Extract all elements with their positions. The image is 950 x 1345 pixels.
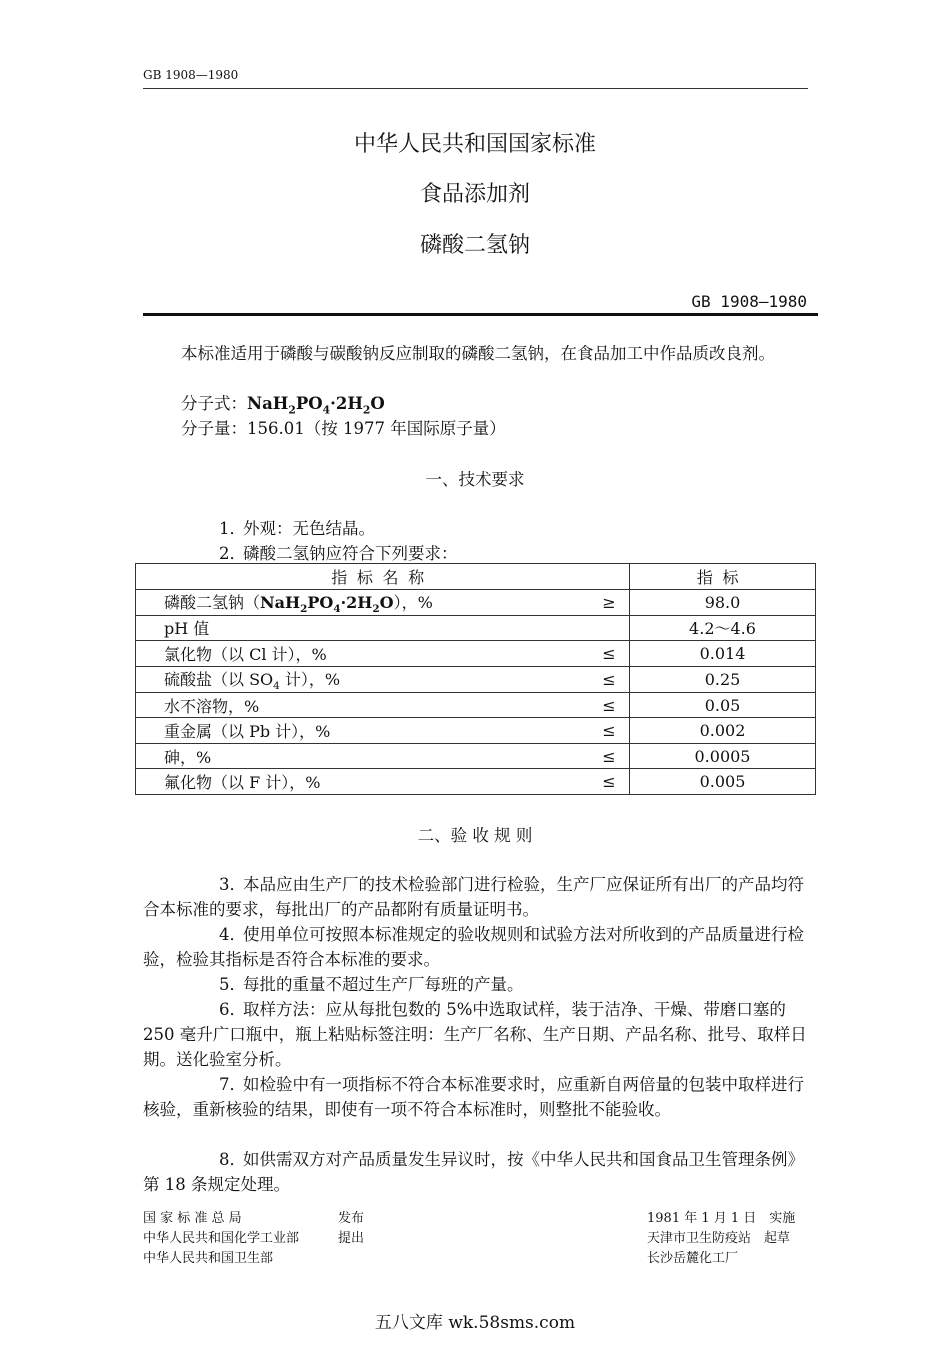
row-sign: ≤ [589, 743, 630, 769]
header-indicator-name: 指标名称 [136, 564, 630, 590]
issuer-org: 中华人民共和国卫生部 [143, 1251, 274, 1266]
clause-text: 使用单位可按照本标准规定的验收规则和试验方法对所收到的产品质量进行检验，检验其指标是否符合本标准的要求。 [143, 925, 804, 969]
site-watermark: 五八文库 wk.58sms.com [374, 1313, 576, 1333]
clause-text: 每批的重量不超过生产厂每班的产量。 [243, 975, 524, 994]
table-row [136, 589, 816, 615]
header-code: GB 1908—1980 [143, 68, 239, 82]
standard-number: GB 1908—1980 [691, 292, 807, 311]
clause-number: 1． [219, 519, 246, 538]
clause-1 [143, 516, 813, 541]
footer-implementation-row: 1981 年 1 月 1 日 实施 [647, 1211, 796, 1226]
row-sign: ≥ [589, 589, 630, 615]
row-name: 磷酸二氢钠$(NaH_2PO_4\cdot 2H_2O)$，% [136, 589, 590, 615]
row-value: 0.002 [630, 718, 816, 744]
footer-implementation-row: 天津市卫生防疫站 起草 [647, 1231, 791, 1246]
row-sign: ≤ [589, 718, 630, 744]
table-row [136, 769, 816, 795]
requirements-table [135, 563, 816, 795]
clause-8 [143, 1147, 813, 1197]
row-value: 0.25 [630, 666, 816, 692]
table-header-row [136, 564, 816, 590]
table-row [136, 692, 816, 718]
row-value: 0.005 [630, 769, 816, 795]
clause-3 [143, 872, 813, 922]
row-name: 砷，% [136, 743, 590, 769]
row-name: 水不溶物，% [136, 692, 590, 718]
clause-5 [143, 972, 813, 997]
issuer-org: 中华人民共和国化学工业部 [143, 1231, 300, 1246]
title-divider [143, 313, 818, 316]
clause-number: 5． [219, 975, 246, 994]
clause-text: 如供需双方对产品质量发生异议时，按《中华人民共和国食品卫生管理条例》第 18 条规定处理。 [143, 1150, 804, 1194]
header-indicator-value: 指标 [630, 564, 816, 590]
footer-issuer-row [143, 1249, 364, 1269]
row-value: 4.2～4.6 [630, 615, 816, 641]
table-row [136, 718, 816, 744]
clause-text: 取样方法：应从每批包数的 5%中选取试样，装于洁净、干燥、带磨口塞的 250 毫升广口瓶中，瓶上粘贴标签注明：生产厂名称、生产日期、产品名称、批号、取样日期。送化验室分析。 [143, 1000, 807, 1069]
section-title-requirements: 一、技术要求 [425, 470, 525, 489]
clause-number: 2． [219, 544, 246, 563]
row-sign: ≤ [589, 692, 630, 718]
header-divider [143, 88, 808, 89]
issuer-org: 国 家 标 准 总 局 [143, 1211, 242, 1226]
clause-text: 如检验中有一项指标不符合本标准要求时，应重新自两倍量的包装中取样进行核验，重新核验的结果，即使有一项不符合本标准时，则整批不能验收。 [143, 1075, 804, 1119]
row-value: 0.0005 [630, 743, 816, 769]
row-sign: ≤ [589, 641, 630, 667]
formula-label: 分子式： [181, 394, 247, 413]
row-name: 硫酸盐（以 $SO_4$ 计），% [136, 666, 590, 692]
row-name: 重金属（以 Pb 计），% [136, 718, 590, 744]
table-row [136, 641, 816, 667]
section-title-acceptance: 二、验 收 规 则 [417, 826, 533, 845]
clause-number: 3． [219, 875, 246, 894]
clause-number: 7． [219, 1075, 246, 1094]
clause-6 [143, 997, 813, 1072]
clause-7 [143, 1072, 813, 1122]
doc-title-product: 磷酸二氢钠 [419, 233, 530, 258]
clause-text: 本品应由生产厂的技术检验部门进行检验，生产厂应保证所有出厂的产品均符合本标准的要求，每批出厂的产品都附有质量证明书。 [143, 875, 804, 919]
row-sign: ≤ [589, 769, 630, 795]
doc-title-category: 食品添加剂 [419, 182, 530, 207]
footer-issuers [143, 1209, 364, 1269]
footer-implementation [647, 1209, 795, 1269]
row-value: 98.0 [630, 589, 816, 615]
molecular-weight: 分子量：156.01（按 1977 年国际原子量） [181, 419, 506, 438]
issuer-action: 发布 [338, 1211, 365, 1226]
row-name: pH 值 [136, 615, 590, 641]
table-row [136, 615, 816, 641]
row-sign: ≤ [589, 666, 630, 692]
row-name: 氟化物（以 F 计），% [136, 769, 590, 795]
footer-issuer-row [143, 1209, 364, 1229]
clause-number: 6． [219, 1000, 246, 1019]
clause-4 [143, 922, 813, 972]
clause-text: 磷酸二氢钠应符合下列要求： [243, 544, 458, 563]
clause-number: 8． [219, 1150, 246, 1169]
footer-issuer-row [143, 1229, 364, 1249]
row-sign [589, 615, 630, 641]
row-name: 氯化物（以 Cl 计），% [136, 641, 590, 667]
molecular-formula: $NaH_2PO_4\cdot 2H_2O$ [247, 394, 385, 417]
clause-text: 外观：无色结晶。 [243, 519, 375, 538]
row-value: 0.014 [630, 641, 816, 667]
row-value: 0.05 [630, 692, 816, 718]
table-row [136, 743, 816, 769]
table-row [136, 666, 816, 692]
footer-implementation-row: 长沙岳麓化工厂 [647, 1251, 739, 1266]
issuer-action: 提出 [338, 1231, 365, 1246]
scope-paragraph: 本标准适用于磷酸与碳酸钠反应制取的磷酸二氢钠，在食品加工中作品质改良剂。 [181, 344, 775, 363]
clause-number: 4． [219, 925, 246, 944]
doc-title-main: 中华人民共和国国家标准 [353, 132, 596, 157]
